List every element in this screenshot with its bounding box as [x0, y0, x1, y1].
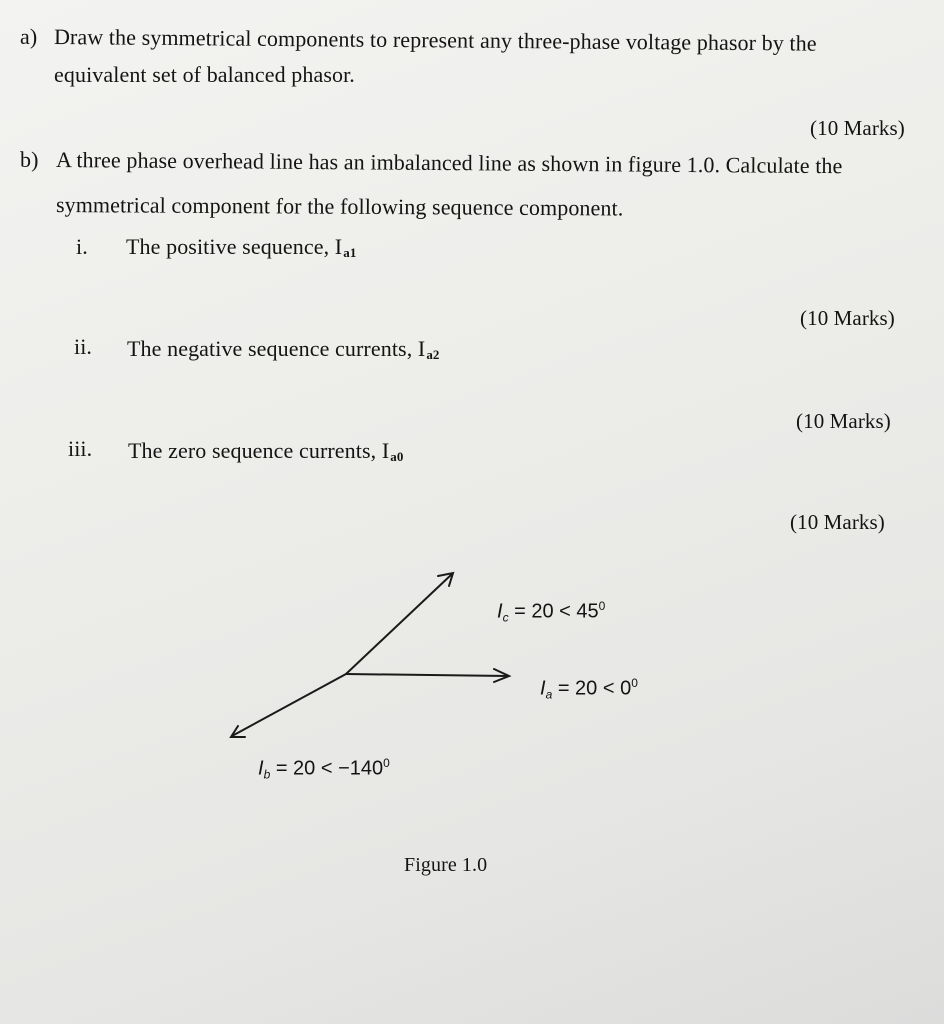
phasor-unit: 0	[631, 676, 638, 690]
question-a-marks: (10 Marks)	[810, 116, 905, 140]
phasor-subscript: a	[545, 687, 553, 702]
item-text: The zero sequence currents, I	[128, 438, 390, 463]
item-text: The positive sequence, I	[126, 234, 343, 259]
phasor-value: = 20 < 45	[514, 600, 599, 623]
phasor-ic-label	[497, 594, 605, 630]
phasor-symbol: I	[540, 677, 546, 700]
question-a-line2: equivalent set of balanced phasor.	[54, 62, 355, 87]
item-number: ii.	[74, 334, 93, 359]
phasor-ia-label	[540, 671, 638, 707]
question-a-line1: Draw the symmetrical components to represent any three-phase voltage phasor by the	[53, 24, 817, 56]
item-marks: (10 Marks)	[796, 409, 891, 433]
figure-caption: Figure 1.0	[404, 854, 488, 876]
question-b-line1: A three phase overhead line has an imbalanced line as shown in figure 1.0. Calculate the	[55, 147, 843, 179]
arrowhead-icon	[231, 726, 245, 737]
phasor-subscript: b	[263, 767, 271, 782]
item-number: i.	[76, 234, 88, 259]
item-subscript: a0	[390, 449, 404, 464]
phasor-ib-label	[258, 751, 390, 787]
phasor-subscript: c	[502, 610, 509, 625]
item-marks: (10 Marks)	[790, 510, 885, 534]
question-a-label: a)	[20, 24, 38, 49]
phasor-unit: 0	[598, 599, 606, 613]
phasor-ic-line	[346, 574, 452, 674]
phasor-ia-line	[346, 674, 508, 676]
question-b-label: b)	[20, 147, 39, 172]
question-b-line2: symmetrical component for the following sequence component.	[55, 192, 624, 221]
item-subscript: a2	[426, 347, 440, 362]
phasor-value: = 20 < 0	[557, 677, 632, 700]
phasor-ib-line	[232, 674, 346, 736]
phasor-value: = 20 < −140	[275, 757, 384, 780]
phasor-symbol: I	[258, 757, 264, 780]
item-subscript: a1	[343, 245, 357, 260]
item-number: iii.	[68, 436, 93, 461]
phasor-unit: 0	[383, 756, 390, 770]
item-text: The negative sequence currents, I	[127, 336, 426, 361]
item-marks: (10 Marks)	[800, 306, 895, 330]
phasor-symbol: I	[497, 600, 503, 623]
